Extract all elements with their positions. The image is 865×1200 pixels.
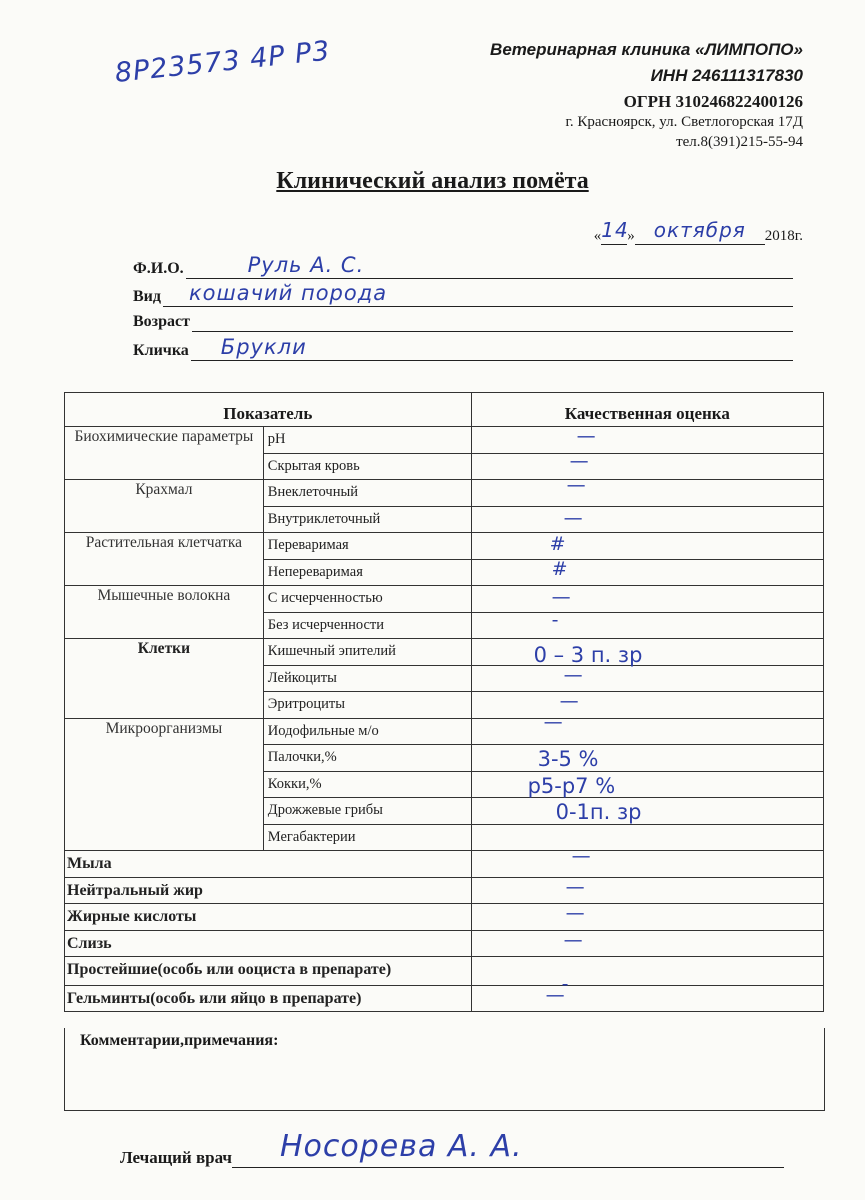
row-value	[471, 608, 823, 639]
table-row	[65, 904, 824, 931]
value-mark: -	[551, 608, 559, 631]
clinic-ogrn: ОГРН 310246822400126	[623, 92, 803, 111]
row-label: Мыла	[65, 851, 472, 878]
date-field	[593, 218, 803, 245]
row-label: Нейтральный жир	[65, 877, 472, 904]
value-mark: #	[551, 557, 568, 580]
row-value	[471, 586, 823, 613]
row-label: Гельминты(особь или яйцо в препарате)	[65, 985, 472, 1012]
age-line	[192, 309, 793, 332]
doctor-signature: Носорева А. А.	[280, 1129, 523, 1164]
table-row	[65, 586, 824, 613]
doctor-label: Лечащий врач	[120, 1148, 232, 1167]
pet-name-label: Кличка	[133, 342, 189, 359]
row-value	[471, 957, 823, 995]
species-line	[163, 281, 793, 307]
fio-label: Ф.И.О.	[133, 260, 184, 277]
table-row	[65, 639, 824, 666]
value-mark: -	[561, 973, 569, 995]
row-value	[471, 474, 823, 507]
category-cell: Биохимические параметры	[65, 427, 264, 480]
value-mark: —	[563, 663, 583, 686]
row-value	[471, 745, 823, 772]
age-field	[133, 310, 793, 332]
date-close-quote: »	[627, 228, 635, 244]
table-row	[65, 533, 824, 560]
doctor-line	[232, 1127, 784, 1168]
value-mark: —	[545, 983, 565, 1006]
table-row	[65, 957, 824, 986]
date-year: 2018г.	[764, 228, 803, 244]
row-value	[471, 904, 823, 931]
species-label: Вид	[133, 288, 161, 305]
row-value	[471, 692, 823, 719]
row-label: Жирные кислоты	[65, 904, 472, 931]
row-label: Переваримая	[263, 533, 471, 560]
doctor-field	[120, 1128, 784, 1168]
value-mark: —	[571, 845, 591, 867]
clinic-inn: ИНН 246111317830	[650, 66, 803, 85]
clinic-address: г. Красноярск, ул. Светлогорская 17Д	[565, 114, 803, 130]
row-value	[471, 985, 823, 1012]
date-day-line	[601, 218, 629, 245]
row-label: Дрожжевые грибы	[263, 798, 471, 825]
table-row	[65, 877, 824, 904]
row-value	[471, 533, 823, 560]
species-value: кошачий порода	[188, 281, 388, 305]
header-indicator: Показатель	[65, 393, 472, 427]
date-month: октября	[653, 218, 746, 242]
row-value	[471, 506, 823, 533]
row-label: Иодофильные м/о	[263, 718, 471, 745]
value-mark: —	[569, 449, 589, 472]
comments-label: Комментарии,примечания:	[80, 1032, 279, 1049]
row-value	[471, 771, 823, 798]
table-row	[65, 718, 824, 745]
fio-field	[133, 253, 793, 279]
value-mark: —	[563, 928, 583, 951]
category-cell: Мышечные волокна	[65, 586, 264, 639]
row-value	[471, 449, 823, 480]
species-field	[133, 281, 793, 307]
row-value	[471, 665, 823, 692]
date-open-quote: «	[593, 228, 602, 244]
row-value	[471, 877, 823, 904]
value-mark: р5-р7 %	[527, 773, 616, 798]
table-row	[65, 480, 824, 507]
value-mark: —	[559, 690, 579, 712]
date-month-line	[635, 218, 765, 245]
row-label: Непереваримая	[263, 559, 471, 586]
row-label: Простейшие(особь или ооциста в препарате)	[65, 957, 472, 986]
value-mark: 0 – 3 п. зр	[533, 643, 643, 667]
row-value	[471, 824, 823, 851]
value-mark: 3-5 %	[537, 747, 599, 771]
row-value	[471, 845, 823, 878]
table-row	[65, 851, 824, 878]
value-mark: —	[563, 506, 583, 529]
value-mark: #	[549, 533, 566, 555]
row-label: Мегабактерии	[263, 824, 471, 851]
row-label: Палочки,%	[263, 745, 471, 772]
row-value	[471, 930, 823, 957]
table-row	[65, 427, 824, 454]
row-label: Кокки,%	[263, 771, 471, 798]
row-label: Эритроциты	[263, 692, 471, 719]
row-label: Внеклеточный	[263, 480, 471, 507]
date-day: 14	[601, 218, 629, 242]
value-mark: —	[565, 875, 585, 898]
clinic-name: Ветеринарная клиника «ЛИМПОПО»	[490, 40, 803, 59]
table-header-row	[65, 393, 824, 427]
category-cell: Клетки	[65, 639, 264, 719]
row-value	[471, 798, 823, 825]
value-mark: 0-1п. зр	[555, 800, 642, 824]
fio-line	[186, 253, 793, 279]
pet-name-value: Брукли	[220, 335, 307, 359]
pet-name-field	[133, 335, 793, 361]
row-label: С исчерченностью	[263, 586, 471, 613]
row-label: Внутриклеточный	[263, 506, 471, 533]
page-title: Клинический анализ помёта	[276, 168, 589, 194]
value-mark: —	[565, 902, 585, 924]
row-label: Слизь	[65, 930, 472, 957]
row-value	[471, 710, 823, 745]
value-mark: —	[576, 425, 596, 447]
row-value	[471, 639, 823, 666]
row-label: Скрытая кровь	[263, 453, 471, 480]
table-row	[65, 930, 824, 957]
header-assessment: Качественная оценка	[471, 393, 823, 427]
value-mark: —	[543, 710, 563, 733]
analysis-table	[64, 392, 824, 1012]
pet-name-line	[191, 335, 793, 361]
row-label: Лейкоциты	[263, 665, 471, 692]
row-value	[471, 559, 823, 586]
value-mark: —	[551, 586, 571, 608]
clinic-phone: тел.8(391)215-55-94	[676, 134, 803, 150]
value-mark: —	[566, 474, 586, 496]
row-label: pH	[263, 427, 471, 454]
category-cell: Крахмал	[65, 480, 264, 533]
handwritten-code: 8Р23573 4Р Р3	[113, 35, 332, 89]
row-value	[471, 427, 823, 454]
fio-value: Руль А. С.	[247, 253, 365, 277]
table-row	[65, 985, 824, 1012]
row-label: Кишечный эпителий	[263, 639, 471, 666]
age-label: Возраст	[133, 313, 190, 330]
category-cell: Микроорганизмы	[65, 718, 264, 851]
row-label: Без исчерченности	[263, 612, 471, 639]
category-cell: Растительная клетчатка	[65, 533, 264, 586]
